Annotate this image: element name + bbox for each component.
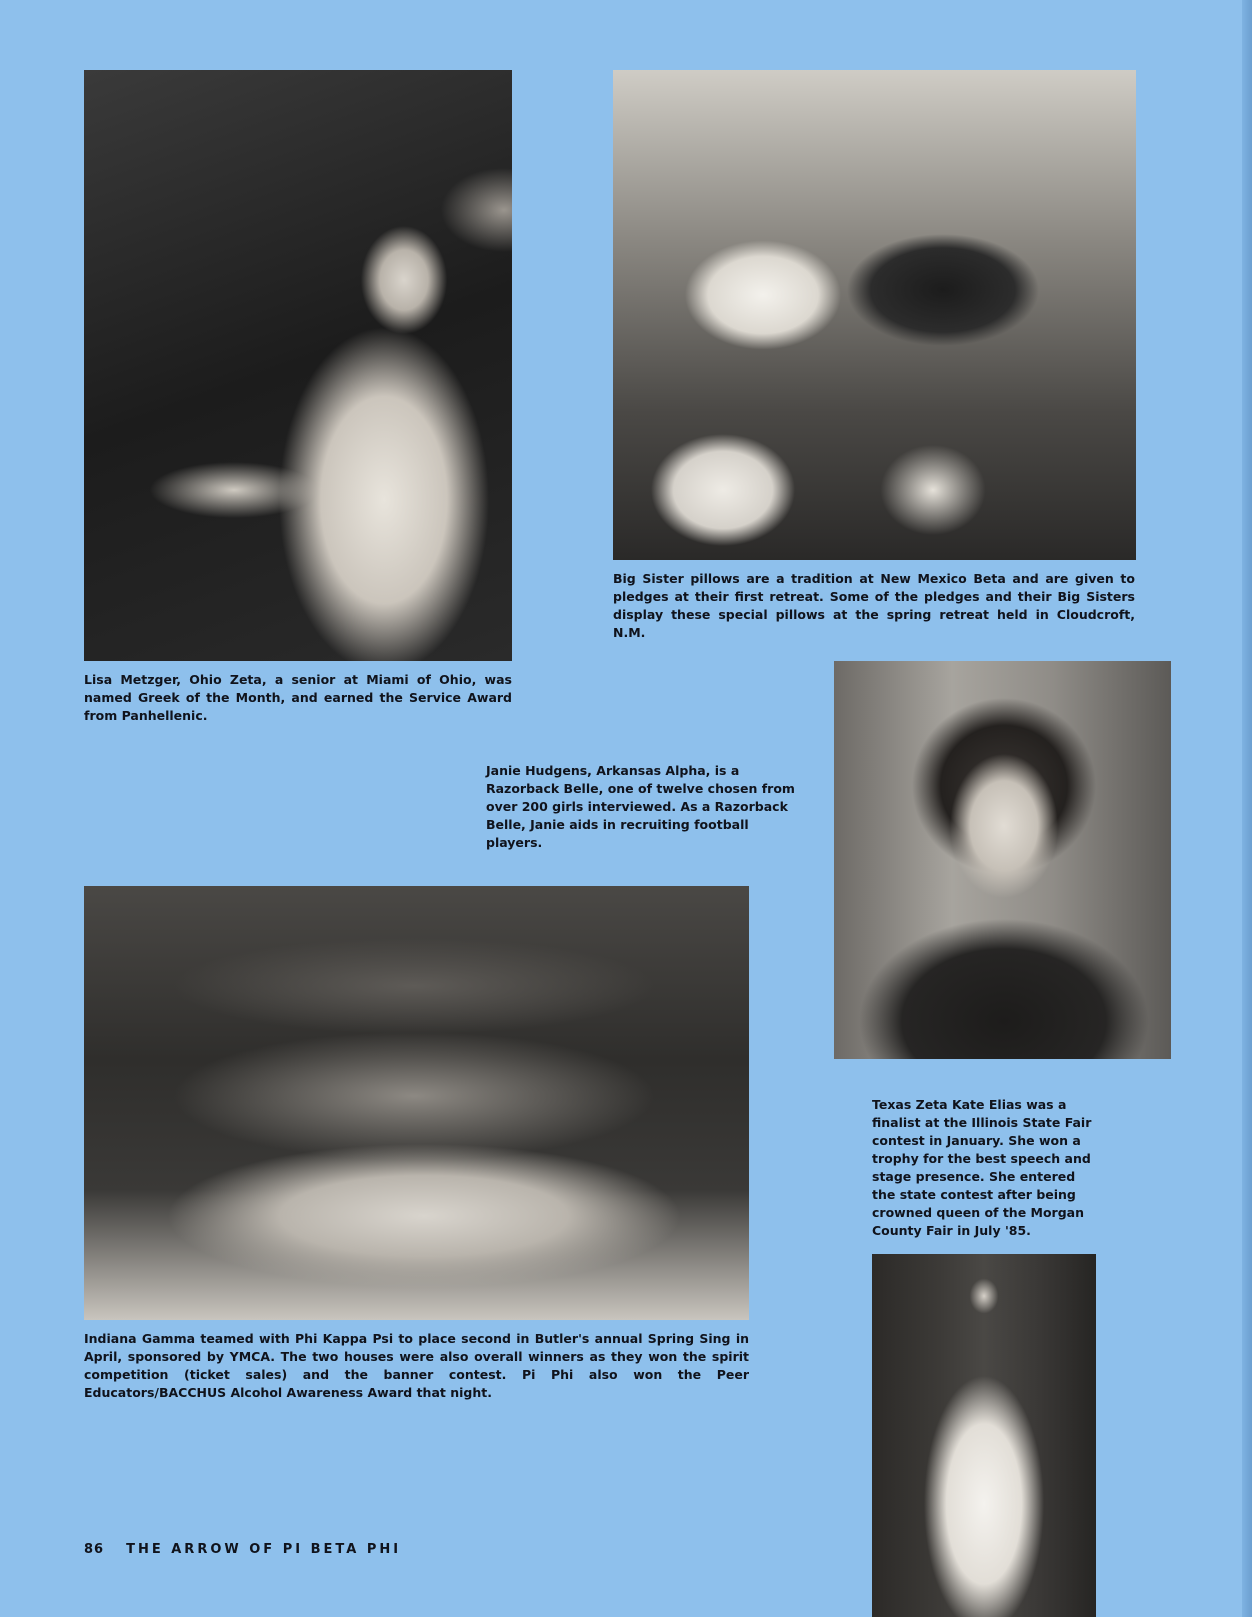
caption-janie-hudgens: Janie Hudgens, Arkansas Alpha, is a Razorback Belle, one of twelve chosen from over 200 girls interviewed. As a Razorback Belle, Janie aids in recruiting football players. [486, 763, 795, 850]
page-number: 86 [84, 1542, 105, 1557]
caption-kate-elias: Texas Zeta Kate Elias was a finalist at the Illinois State Fair contest in January. She won a trophy for the best speech and stage presence. She entered the state contest after being crowned queen of the Morgan County Fair in July '85. [872, 1097, 1092, 1238]
caption-big-sister-pillows: Big Sister pillows are a tradition at New Mexico Beta and are given to pledges at their first retreat. Some of the pledges and their Big Sisters display these special pillows at the spring retreat held in Cloudcroft, N.M. [613, 571, 1135, 640]
photo-big-sister-pillows [613, 70, 1136, 560]
caption-indiana-gamma: Indiana Gamma teamed with Phi Kappa Psi to place second in Butler's annual Spring Sing in April, sponsored by YMCA. The two houses were also overall winners as they won the spirit competition (ticket sales) and the banner contest. Pi Phi also won the Peer Educators/BACCHUS Alcohol Awareness Award that night. [84, 1331, 749, 1400]
photo-lisa-metzger [84, 70, 512, 661]
page-edge [1242, 0, 1252, 1617]
photo-indiana-gamma-group [84, 886, 749, 1320]
publication-title: THE ARROW OF PI BETA PHI [126, 1542, 402, 1557]
caption-lisa-metzger: Lisa Metzger, Ohio Zeta, a senior at Miami of Ohio, was named Greek of the Month, and earned the Service Award from Panhellenic. [84, 672, 512, 723]
photo-janie-hudgens [834, 661, 1171, 1059]
page-footer [84, 1542, 401, 1557]
photo-kate-elias [872, 1254, 1096, 1617]
